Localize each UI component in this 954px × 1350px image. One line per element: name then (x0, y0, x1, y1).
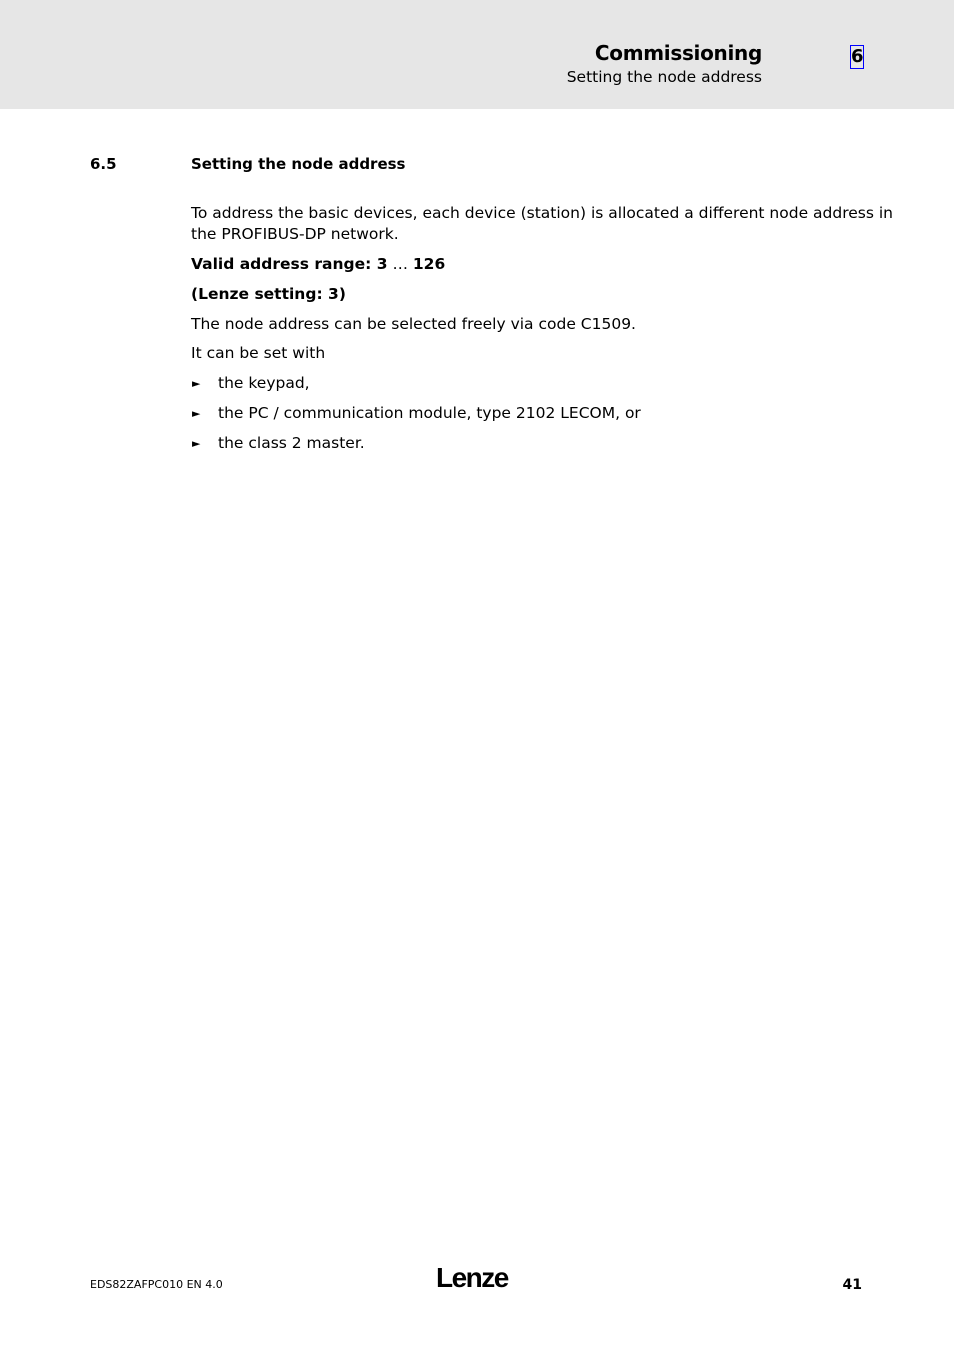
footer-document-id: EDS82ZAFPC010 EN 4.0 (90, 1278, 223, 1291)
lenze-logo: Lenze (436, 1262, 508, 1293)
address-range-ellipsis: … (387, 255, 413, 273)
address-range-label: Valid address range: 3 (191, 255, 388, 273)
chapter-title: Commissioning (594, 41, 762, 65)
bullet-arrow-icon: ► (192, 407, 201, 420)
chapter-number-link[interactable]: 6 (851, 46, 864, 67)
chapter-subtitle: Setting the node address (566, 68, 762, 86)
intro-paragraph-line-2: the PROFIBUS-DP network. (191, 225, 399, 243)
bullet-arrow-icon: ► (192, 377, 201, 390)
bullet-item-keypad: the keypad, (218, 374, 310, 392)
section-title: Setting the node address (191, 155, 406, 173)
section-number: 6.5 (90, 155, 117, 173)
code-line: The node address can be selected freely via code C1509. (191, 315, 636, 333)
lenze-setting-line: (Lenze setting: 3) (191, 285, 346, 303)
header-band (0, 0, 954, 109)
bullet-item-pc-module: the PC / communication module, type 2102 LECOM, or (218, 404, 641, 422)
page-number: 41 (842, 1277, 862, 1293)
address-range-max: 126 (412, 255, 446, 273)
bullet-arrow-icon: ► (192, 437, 201, 450)
intro-paragraph-line-1: To address the basic devices, each device (station) is allocated a different node address in (191, 204, 893, 222)
set-with-line: It can be set with (191, 344, 326, 362)
bullet-item-class2-master: the class 2 master. (218, 434, 365, 452)
address-range-line (191, 254, 445, 275)
